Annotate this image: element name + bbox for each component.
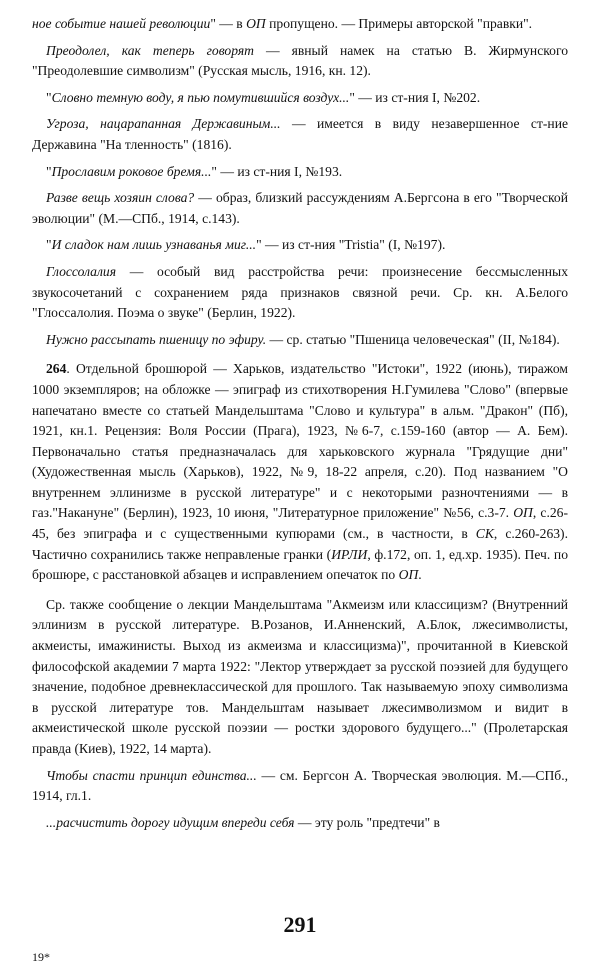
paragraph bbox=[32, 114, 568, 155]
text-segment: " — в bbox=[210, 16, 247, 31]
paragraph bbox=[32, 14, 568, 35]
text-segment: , ф.172, оп. 1, ед.хр. 1935). Печ. по брошюре, с расстановкой абзацев и исправлением опечаток по bbox=[32, 546, 568, 583]
text-segment: Чтобы спасти принцип единства... bbox=[46, 767, 257, 783]
text-segment: — явный намек на статью В. Жирмунского "Преодолевшие символизм" (Русская мысль, 1916, кн. 12). bbox=[32, 42, 568, 79]
paragraph bbox=[32, 235, 568, 256]
text-segment: , с.26-45, без эпиграфа и с существенными купюрами (см., в частности, в bbox=[32, 505, 568, 542]
text-segment: Словно темную воду, я пью помутившийся воздух... bbox=[51, 89, 350, 105]
paragraph bbox=[32, 41, 568, 82]
text-segment: " — из ст-ния I, №202. bbox=[349, 89, 481, 105]
text-segment: Прославим роковое бремя... bbox=[51, 163, 212, 179]
text-segment: Глоссолалия bbox=[46, 263, 117, 279]
text-segment: 264 bbox=[46, 361, 67, 377]
text-segment: " bbox=[46, 237, 52, 253]
paragraph bbox=[32, 330, 568, 351]
text-segment: ное событие нашей революции bbox=[32, 16, 211, 31]
paragraph bbox=[32, 813, 568, 834]
text-segment: — ср. статью "Пшеница человеческая" (II, №184). bbox=[266, 331, 560, 347]
page-number: 291 bbox=[283, 912, 317, 937]
text-segment: Угроза, нацарапанная Державиным... bbox=[46, 116, 281, 132]
text-segment: — см. Бергсон А. Творческая эволюция. М.—СПб., 1914, гл.1. bbox=[32, 767, 568, 804]
page-body bbox=[32, 14, 568, 839]
paragraph bbox=[32, 766, 568, 807]
text-segment: ...расчистить дорогу идущим впереди себя bbox=[46, 814, 295, 830]
paragraph bbox=[32, 262, 568, 324]
text-segment: " — из ст-ния "Tristia" (I, №197). bbox=[256, 237, 446, 253]
text-segment: ОП bbox=[398, 567, 419, 583]
text-segment: " — из ст-ния I, №193. bbox=[211, 163, 343, 179]
text-segment: . bbox=[418, 567, 422, 583]
paragraph bbox=[32, 162, 568, 183]
text-segment: " bbox=[46, 163, 52, 179]
text-segment: Ср. также сообщение о лекции Мандельштама "Акмеизм или классицизм? (Внутренний эллинизм в русской литературе. В.Розанов, И.Анненский, А.Блок, лжесимволисты, акмеисты, имажинисты. Выход из акмеизма и классицизма)", прочитанной в Киевской философской академии 7 марта 1922: "Лектор утверждает за русской поэзией для будущего значение, подобное древнеклассической для прошлого. Так называемую эпоху символизма в русской литературе тов. Мандельштам называет лжесимволизмом и видит в акмеистической школе русской поэзии — ростки здорового будущего..." (Пролетарская правда (Киев), 1922, 14 марта). bbox=[32, 596, 568, 756]
text-segment: Нужно рассыпать пшеницу по эфиру. bbox=[46, 331, 267, 347]
paragraph bbox=[32, 359, 568, 586]
signature-mark: 19* bbox=[32, 950, 50, 964]
text-segment: пропущено. — Примеры авторской "правки". bbox=[265, 16, 533, 31]
text-segment: — образ, близкий рассуждениям А.Бергсона в его "Творческой эволюции" (М.—СПб., 1914, с.143). bbox=[32, 190, 569, 226]
paragraph bbox=[32, 88, 568, 109]
text-segment: — эту роль "предтечи" в bbox=[294, 814, 440, 830]
text-segment: Преодолел, как теперь говорят bbox=[46, 42, 254, 58]
text-segment: ОП bbox=[246, 16, 266, 31]
paragraph bbox=[32, 188, 568, 229]
text-segment: — особый вид расстройства речи: произнесение бессмысленных звукосочетаний с сохранением ряда признаков связной речи. Ср. кн. А.Белого "Глоссалолия. Поэма о звуке" (Берлин, 1922). bbox=[32, 263, 568, 321]
text-segment: Разве вещь хозяин слова? bbox=[46, 190, 195, 206]
text-segment: " bbox=[46, 89, 52, 105]
text-segment: И сладок нам лишь узнаванья миг... bbox=[51, 237, 257, 253]
text-segment: . Отдельной брошюрой — Харьков, издательство "Истоки", 1922 (июнь), тиражом 1000 экземпляров; на обложке — эпиграф из стихотворения Н.Гумилева "Слово" (впервые напечатано вместе со статьей Мандельштама "Слово и культура" в альм. "Дракон" (Пб), 1921, кн.1. Рецензия: Воля России (Прага), 1923, №6-7, с.159-160 (автор — А. Бем). Первоначально статья предназначалась для харьковского журнала "Грядущие дни" (Художественная мысль (Харьков), 1922, №9, 18-22 апреля, с.20). Под названием "О внутреннем эллинизме в русской литературе" и с некоторыми разночтениями — в газ."Накануне" (Берлин), 1923, 10 июня, "Литературное приложение" №56, с.3-7. bbox=[32, 361, 568, 521]
text-segment: СК bbox=[475, 526, 494, 542]
text-segment: ОП bbox=[513, 505, 533, 521]
text-segment: ИРЛИ bbox=[331, 546, 368, 562]
paragraph bbox=[32, 595, 568, 760]
text-segment: , с.260-263). Частично сохранились также неправленые гранки ( bbox=[32, 526, 568, 562]
text-segment: — имеется в виду незавершенное ст-ние Державина "На тленность" (1816). bbox=[32, 116, 569, 152]
